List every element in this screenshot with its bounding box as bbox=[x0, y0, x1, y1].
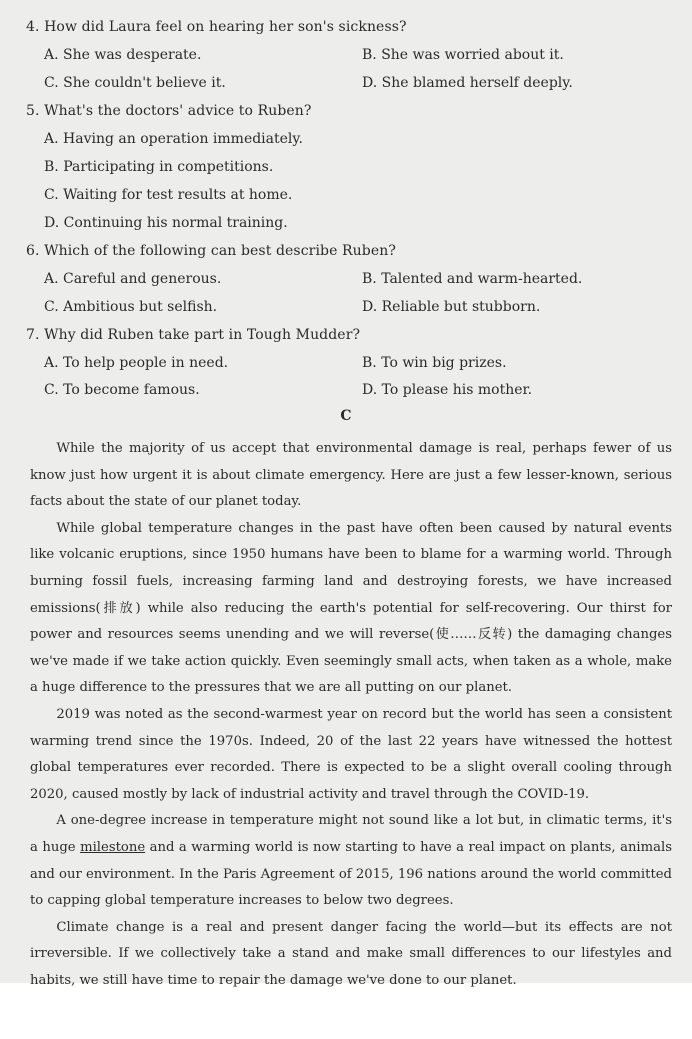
section-heading: C bbox=[340, 408, 352, 424]
passage-paragraph-5: Climate change is a real and present danger facing the world—but its effects are not irreversible. If we collectively take a stand and make small differences to our lifestyles and habits, we still have time to repair the damage we've done to our planet. bbox=[30, 919, 672, 988]
question-7-option-b[interactable]: B. To win big prizes. bbox=[362, 355, 507, 371]
passage-p4-end: and a warming world is now starting to have a real impact on plants, animals and our environment. In the Paris Agreement of 2015, 196 nations around the world committed to capping global temperature increases to below two degrees. bbox=[30, 839, 673, 909]
question-7-option-c[interactable]: C. To become famous. bbox=[44, 382, 200, 398]
reading-passage bbox=[30, 436, 672, 994]
question-4-option-d[interactable]: D. She blamed herself deeply. bbox=[362, 75, 573, 91]
question-5-stem: 5. What's the doctors' advice to Ruben? bbox=[26, 103, 312, 119]
question-4-option-c[interactable]: C. She couldn't believe it. bbox=[44, 75, 226, 91]
passage-paragraph-3: 2019 was noted as the second-warmest year on record but the world has seen a consistent warming trend since the 1970s. Indeed, 20 of the last 22 years have witnessed the hottest global temperatures ever recorded. There is expected to be a slight overall cooling through 2020, caused mostly by lack of industrial activity and travel through the COVID-19. bbox=[30, 706, 672, 802]
passage-paragraph-2: While global temperature changes in the past have often been caused by natural events like volcanic eruptions, since 1950 humans have been to blame for a warming world. Through burning fossil fuels, increasing farming land and destroying forests, we have increased emissions(排放) while also reducing the earth's potential for self-recovering. Our thirst for power and resources seems unending and we will reverse(使……反转) the damaging changes we've made if we take action quickly. Even seemingly small acts, when taken as a whole, make a huge difference to the pressures that we are all putting on our planet. bbox=[30, 520, 672, 696]
passage-paragraph-1: While the majority of us accept that environmental damage is real, perhaps fewer of us know just how urgent it is about climate emergency. Here are just a few lesser-known, serious facts about the state of our planet today. bbox=[30, 441, 672, 510]
question-4-option-b[interactable]: B. She was worried about it. bbox=[362, 47, 564, 63]
question-5-option-d[interactable]: D. Continuing his normal training. bbox=[44, 215, 288, 231]
question-6-option-c[interactable]: C. Ambitious but selfish. bbox=[44, 299, 218, 315]
question-6-stem: 6. Which of the following can best describe Ruben? bbox=[26, 243, 396, 259]
question-6-option-d[interactable]: D. Reliable but stubborn. bbox=[362, 299, 541, 315]
question-7-stem: 7. Why did Ruben take part in Tough Mudder? bbox=[26, 327, 361, 343]
question-5-option-c[interactable]: C. Waiting for test results at home. bbox=[44, 187, 293, 203]
question-4-option-a[interactable]: A. She was desperate. bbox=[44, 47, 202, 63]
question-7-option-d[interactable]: D. To please his mother. bbox=[362, 382, 533, 398]
question-5-option-a[interactable]: A. Having an operation immediately. bbox=[44, 131, 303, 147]
passage-p4-start: A one-degree increase in temperature might not sound like a lot but, in climatic terms, it's a huge bbox=[30, 813, 672, 855]
question-6-option-a[interactable]: A. Careful and generous. bbox=[44, 271, 222, 287]
question-7-option-a[interactable]: A. To help people in need. bbox=[44, 355, 229, 371]
question-4-stem: 4. How did Laura feel on hearing her son's sickness? bbox=[26, 19, 407, 35]
passage-paragraph-4 bbox=[30, 808, 672, 914]
underlined-word: milestone bbox=[80, 839, 146, 855]
question-5-option-b[interactable]: B. Participating in competitions. bbox=[44, 159, 274, 175]
question-6-option-b[interactable]: B. Talented and warm-hearted. bbox=[362, 271, 583, 287]
